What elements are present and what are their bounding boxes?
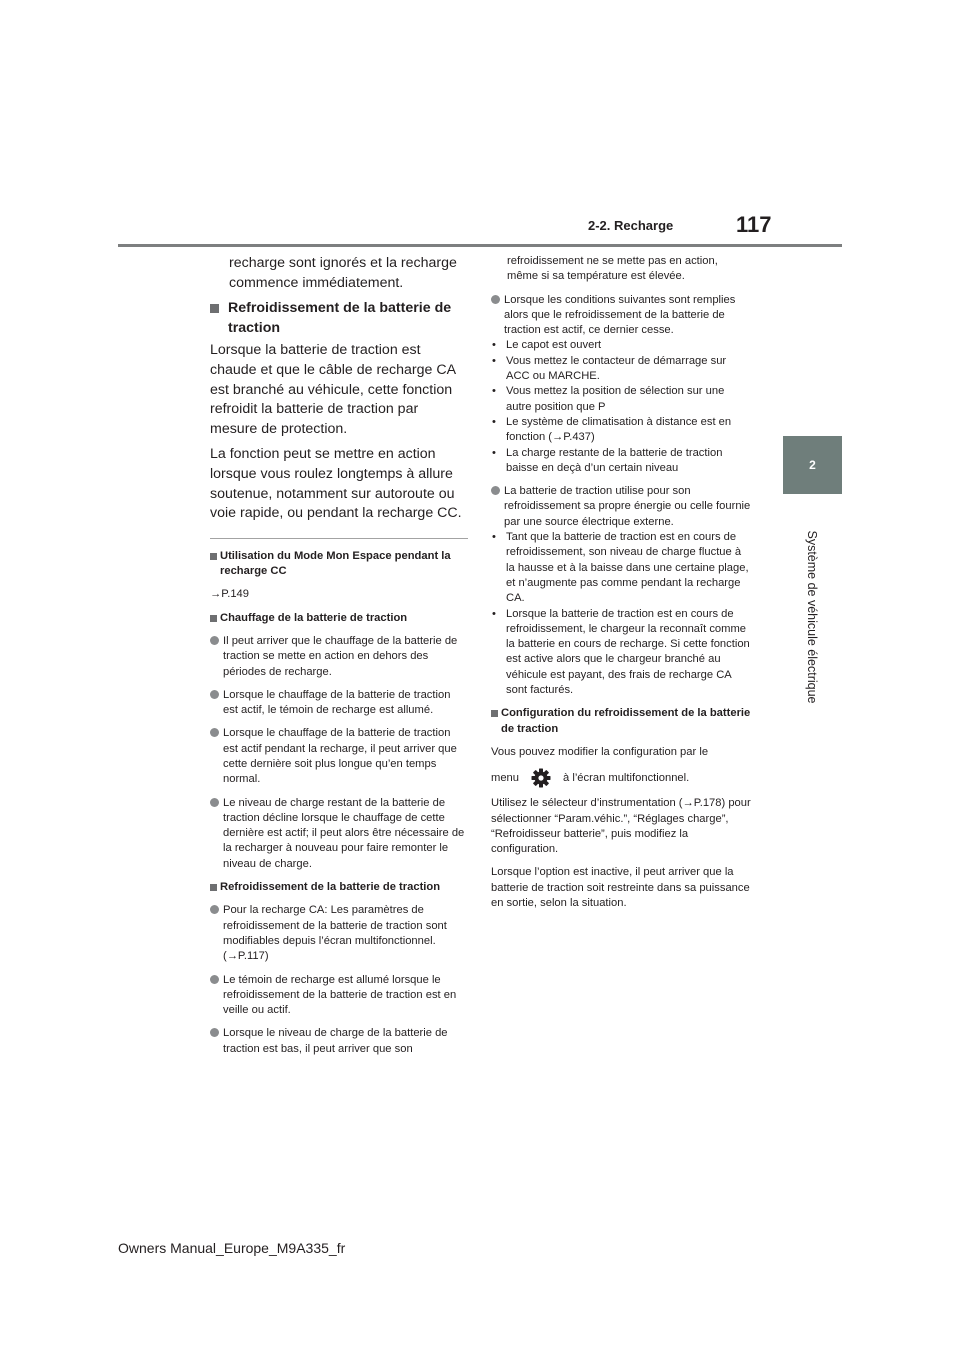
sub-item: • Le système de climatisation à distance est en fonction (→P.437) [491, 415, 751, 446]
square-bullet-icon [210, 304, 219, 313]
bullet-text: Pour la recharge CA: Les paramètres de refroidissement de la batterie de traction sont modifiables depuis l’écran multifonctionnel. (→P.117) [223, 904, 447, 963]
menu-word: menu [491, 771, 519, 784]
square-bullet-icon [491, 710, 498, 717]
note-heading [210, 611, 468, 626]
intro-line: commence immédiatement. [229, 274, 404, 291]
sub-item: • Vous mettez la position de sélection sur une autre position que P [491, 384, 751, 415]
sub-item: • Lorsque la batterie de traction est en cours de refroidissement, le chargeur la reconnaît comme la batterie en cours de recharge. Si cette fonction est active alors que le chargeur branché au véhicule est payant, des frais de recharge CA sont facturés. [491, 607, 751, 699]
paragraph: Lorsque la batterie de traction est chaude et que le câble de recharge CA est branché au véhicule, cette fonction refroidit la batterie de traction par mesure de protection. [210, 342, 456, 437]
bullet-text: Lorsque le niveau de charge de la batterie de traction est bas, il peut arriver que son [223, 1027, 448, 1055]
section-title: 2-2. Recharge [588, 218, 674, 233]
gear-icon [531, 768, 551, 788]
note-heading-text: Configuration du refroidissement de la batterie de traction [501, 707, 751, 735]
bullet-item [210, 726, 468, 787]
paragraph: Lorsque l’option est inactive, il peut arriver que la batterie de traction soit restreinte dans sa puissance en sortie, selon la situation. [491, 866, 750, 909]
square-bullet-icon [210, 884, 217, 891]
sub-list [491, 530, 751, 698]
circle-bullet-icon [210, 728, 219, 737]
intro-line: recharge sont ignorés et la recharge [229, 255, 457, 271]
circle-bullet-icon [210, 636, 219, 645]
right-column [491, 254, 751, 919]
circle-bullet-icon [210, 1028, 219, 1037]
left-column [210, 254, 468, 1065]
paragraph: Utilisez le sélecteur d’instrumentation (→P.178) pour sélectionner “Param.véhic.”, “Réglages charge”, “Refroidisseur batterie”, puis modifiez la configuration. [491, 797, 751, 856]
circle-bullet-icon [491, 486, 500, 495]
page-number: 117 [736, 212, 772, 237]
sub-item-text: Vous mettez le contacteur de démarrage sur ACC ou MARCHE. [506, 354, 727, 383]
chapter-tab [783, 436, 842, 494]
bullet-item [210, 634, 468, 680]
circle-bullet-icon [210, 905, 219, 914]
square-bullet-icon [210, 615, 217, 622]
bullet-item [210, 796, 468, 872]
bullet-item [491, 484, 751, 530]
circle-bullet-icon [491, 295, 500, 304]
intro-text [210, 254, 468, 293]
bullet-item [210, 688, 468, 719]
bullet-item [210, 903, 468, 964]
sub-item-text: La charge restante de la batterie de traction baisse en deçà d’un certain niveau [506, 446, 723, 474]
header-divider [118, 244, 842, 247]
sub-item: • La charge restante de la batterie de traction baisse en deçà d’un certain niveau [491, 446, 751, 477]
sub-item-text: Vous mettez la position de sélection sur une autre position que P [506, 385, 725, 413]
circle-bullet-icon [210, 798, 219, 807]
note-heading-text: Refroidissement de la batterie de traction [220, 881, 441, 894]
footer-text: Owners Manual_Europe_M9A335_fr [118, 1240, 346, 1256]
note-heading-text: Utilisation du Mode Mon Espace pendant la recharge CC [220, 549, 451, 578]
chapter-label-text: Système de véhicule électrique [805, 530, 819, 704]
square-bullet-icon [210, 553, 217, 560]
sub-item-text: Le capot est ouvert [506, 339, 602, 352]
chapter-label [802, 532, 822, 702]
notes-divider [210, 538, 468, 539]
sub-item: • Le capot est ouvert [491, 338, 751, 353]
page-reference: →P.149 [210, 588, 249, 601]
bullet-text: Il peut arriver que le chauffage de la batterie de traction se mette en action en dehors des périodes de recharge. [223, 634, 458, 678]
chapter-number: 2 [809, 458, 816, 472]
paragraph: Vous pouvez modifier la configuration par le [491, 745, 709, 758]
sub-list [491, 338, 751, 476]
note-heading [210, 880, 468, 895]
bullet-text: Lorsque le chauffage de la batterie de traction est actif pendant la recharge, il peut arriver que cette dernière soit plus longue qu’en temps normal. [223, 727, 457, 786]
circle-bullet-icon [210, 690, 219, 699]
sub-item: • Vous mettez le contacteur de démarrage sur ACC ou MARCHE. [491, 354, 751, 385]
circle-bullet-icon [210, 975, 219, 984]
menu-line [491, 768, 751, 788]
bullet-text: Le niveau de charge restant de la batterie de traction décline lorsque le chauffage de cette dernière est actif; il peut alors être nécessaire de la recharger à nouveau pour faire remonter le niveau de charge. [223, 796, 465, 870]
bullet-text: Le témoin de recharge est allumé lorsque le refroidissement de la batterie de traction est en veille ou actif. [223, 973, 457, 1017]
sub-item-text: Le système de climatisation à distance est en fonction (→P.437) [506, 415, 732, 444]
bullet-text: Lorsque le chauffage de la batterie de traction est actif, le témoin de recharge est allumé. [223, 688, 451, 717]
continued-text: refroidissement ne se mette pas en action, même si sa température est élevée. [507, 255, 718, 283]
section-heading-text: Refroidissement de la batterie de traction [228, 300, 452, 336]
paragraph: La fonction peut se mettre en action lorsque vous roulez longtemps à allure soutenue, notamment sur autoroute ou voie rapide, ou pendant la recharge CC. [210, 446, 462, 522]
note-heading [491, 706, 751, 737]
bullet-item [491, 293, 751, 339]
bullet-text: Lorsque les conditions suivantes sont remplies alors que le refroidissement de la batterie de traction est actif, ce dernier cesse. [504, 293, 736, 337]
section-heading [210, 299, 468, 338]
sub-item-text: Tant que la batterie de traction est en cours de refroidissement, son niveau de charge fluctue à la hausse et à la baisse dans une certaine plage, et n’augmente pas comme pendant la recharge CA. [506, 531, 749, 605]
bullet-text: La batterie de traction utilise pour son refroidissement sa propre énergie ou celle fournie par une source électrique externe. [504, 485, 751, 528]
menu-after: à l’écran multifonctionnel. [563, 771, 690, 784]
sub-item-text: Lorsque la batterie de traction est en cours de refroidissement, le chargeur la reconnaît comme la batterie en cours de recharge. Si cette fonction est active alors que le chargeur branché au véhicule est payant, des frais de recharge CA sont facturés. [506, 607, 750, 697]
bullet-item [210, 973, 468, 1019]
note-heading-text: Chauffage de la batterie de traction [220, 611, 408, 624]
bullet-item [210, 1026, 468, 1057]
note-heading [210, 549, 468, 580]
sub-item: • Tant que la batterie de traction est en cours de refroidissement, son niveau de charge fluctue à la hausse et à la baisse dans une certaine plage, et n’augmente pas comme pendant la recharge CA. [491, 530, 751, 606]
